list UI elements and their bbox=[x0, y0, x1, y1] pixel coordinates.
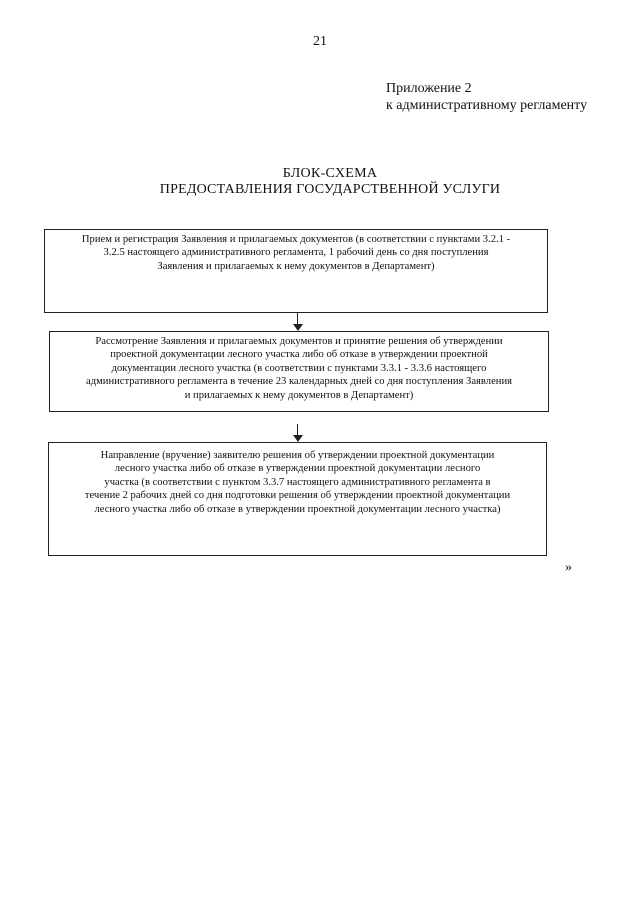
title-line-1: БЛОК-СХЕМА bbox=[282, 166, 378, 181]
step-3-line-5: лесного участка либо об отказе в утверждении проектной документации лесного участка) bbox=[94, 503, 501, 515]
step-3-line-3: участка (в соответствии с пунктом 3.3.7 настоящего административного регламента в bbox=[104, 476, 491, 488]
step-3-line-1: Направление (вручение) заявителю решения об утверждении проектной документации bbox=[100, 450, 495, 461]
step-2-line-2: проектной документации лесного участка либо об отказе в утверждении проектной bbox=[110, 349, 488, 361]
step-2-line-5: и прилагаемых к нему документов в Департамент) bbox=[184, 389, 414, 401]
flowchart-step-2 bbox=[49, 331, 549, 412]
title-line-2: ПРЕДОСТАВЛЕНИЯ ГОСУДАРСТВЕННОЙ УСЛУГИ bbox=[159, 182, 501, 197]
step-2-line-3: документации лесного участка (в соответствии с пунктами 3.3.1 - 3.3.6 настоящего bbox=[111, 362, 487, 374]
step-2-line-4: административного регламента в течение 23 календарных дней со дня поступления Заявления bbox=[86, 376, 512, 388]
step-1-line-2: 3.2.5 настоящего административного регламента, 1 рабочий день со дня поступления bbox=[103, 247, 489, 259]
appendix-reference bbox=[386, 80, 587, 114]
appendix-line-2: к административному регламенту bbox=[386, 98, 588, 113]
step-2-line-1: Рассмотрение Заявления и прилагаемых документов и принятие решения об утверждении bbox=[95, 336, 503, 347]
closing-quote: » bbox=[565, 560, 572, 575]
down-arrow-icon bbox=[293, 424, 303, 442]
flowchart-step-1 bbox=[44, 229, 548, 313]
arrow-head bbox=[293, 324, 303, 331]
down-arrow-icon bbox=[293, 313, 303, 331]
arrow-head bbox=[293, 435, 303, 442]
page-number: 21 bbox=[313, 34, 327, 49]
step-3-line-4: течение 2 рабочих дней со дня подготовки решения об утверждении проектной документации bbox=[84, 490, 511, 502]
step-1-line-3: Заявления и прилагаемых к нему документов в Департамент) bbox=[157, 260, 435, 272]
step-3-line-2: лесного участка либо об отказе в утверждении проектной документации лесного bbox=[114, 463, 481, 475]
appendix-line-1: Приложение 2 bbox=[386, 81, 472, 96]
flowchart-step-3 bbox=[48, 442, 547, 556]
step-1-line-1: Прием и регистрация Заявления и прилагаемых документов (в соответствии с пунктами 3.2.1 - bbox=[81, 234, 511, 245]
